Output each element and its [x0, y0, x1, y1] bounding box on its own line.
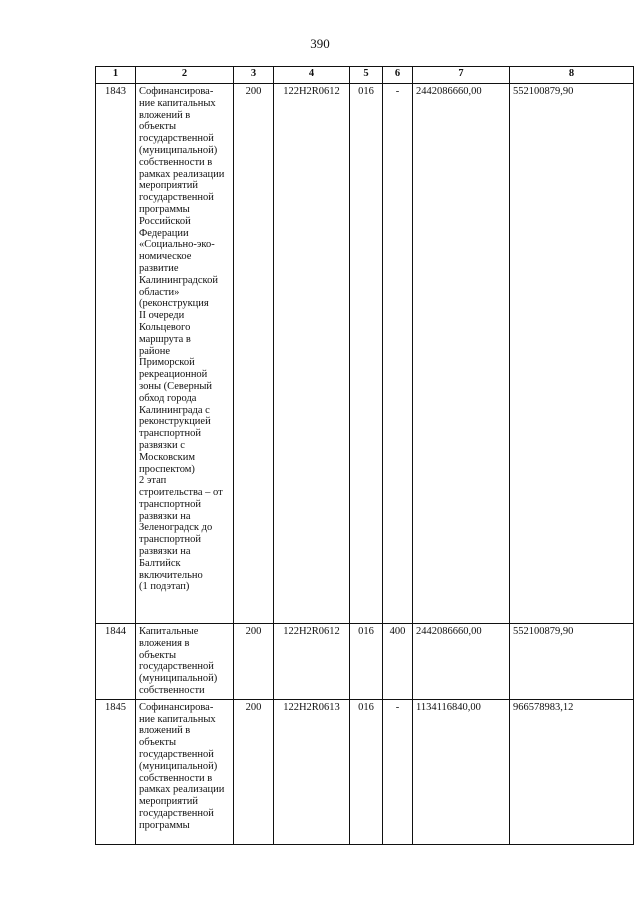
cell-col3: 200: [234, 699, 274, 844]
header-row: [96, 67, 634, 84]
cell-col6: 400: [383, 624, 413, 700]
row-number: 1844: [96, 624, 136, 700]
cell-col5: 016: [350, 624, 383, 700]
row-description: Софинансирова- ние капитальных вложений в объекты государственной (муниципальной) собственности в рамках реализации мероприятий государственной программы Российской Федерации «Социально-эко- номическое развитие Калининградской области» (реконструкция II очереди Кольцевого маршрута в районе Приморской рекреационной зоны (Северный обход города Калининграда с реконструкцией транспортной развязки с Московским проспектом) 2 этап строительства – от транспортной развязки на Зеленоградск до транспортной развязки на Балтийск включительно (1 подэтап): [139, 86, 225, 593]
row-number: 1843: [96, 84, 136, 624]
amount-col7: 1134116840,00: [413, 699, 510, 844]
amount-col7: 2442086660,00: [413, 624, 510, 700]
cell-col4: 122Н2R0612: [274, 84, 350, 624]
cell-col4: 122Н2R0612: [274, 624, 350, 700]
amount-col8: 552100879,90: [510, 624, 634, 700]
cell-col5: 016: [350, 699, 383, 844]
cell-col3: 200: [234, 624, 274, 700]
column-header: 7: [413, 67, 510, 84]
page-number: 390: [310, 36, 330, 51]
amount-col7: 2442086660,00: [413, 84, 510, 624]
amount-col8: 966578983,12: [510, 699, 634, 844]
column-header: 8: [510, 67, 634, 84]
column-header: 1: [96, 67, 136, 84]
cell-col6: -: [383, 84, 413, 624]
column-header: 4: [274, 67, 350, 84]
amount-col8: 552100879,90: [510, 84, 634, 624]
cell-col4: 122Н2R0613: [274, 699, 350, 844]
cell-col6: -: [383, 699, 413, 844]
column-header: 6: [383, 67, 413, 84]
cell-col5: 016: [350, 84, 383, 624]
column-header: 5: [350, 67, 383, 84]
table-row: [96, 84, 634, 624]
row-description: Софинансирова- ние капитальных вложений в объекты государственной (муниципальной) собственности в рамках реализации мероприятий государственной программы: [139, 701, 225, 831]
column-header: 2: [136, 67, 234, 84]
budget-table: [95, 66, 634, 845]
row-number: 1845: [96, 699, 136, 844]
row-description: Капитальные вложения в объекты государственной (муниципальной) собственности: [139, 626, 218, 696]
table-row: [96, 624, 634, 700]
table-row: [96, 699, 634, 844]
column-header: 3: [234, 67, 274, 84]
cell-col3: 200: [234, 84, 274, 624]
